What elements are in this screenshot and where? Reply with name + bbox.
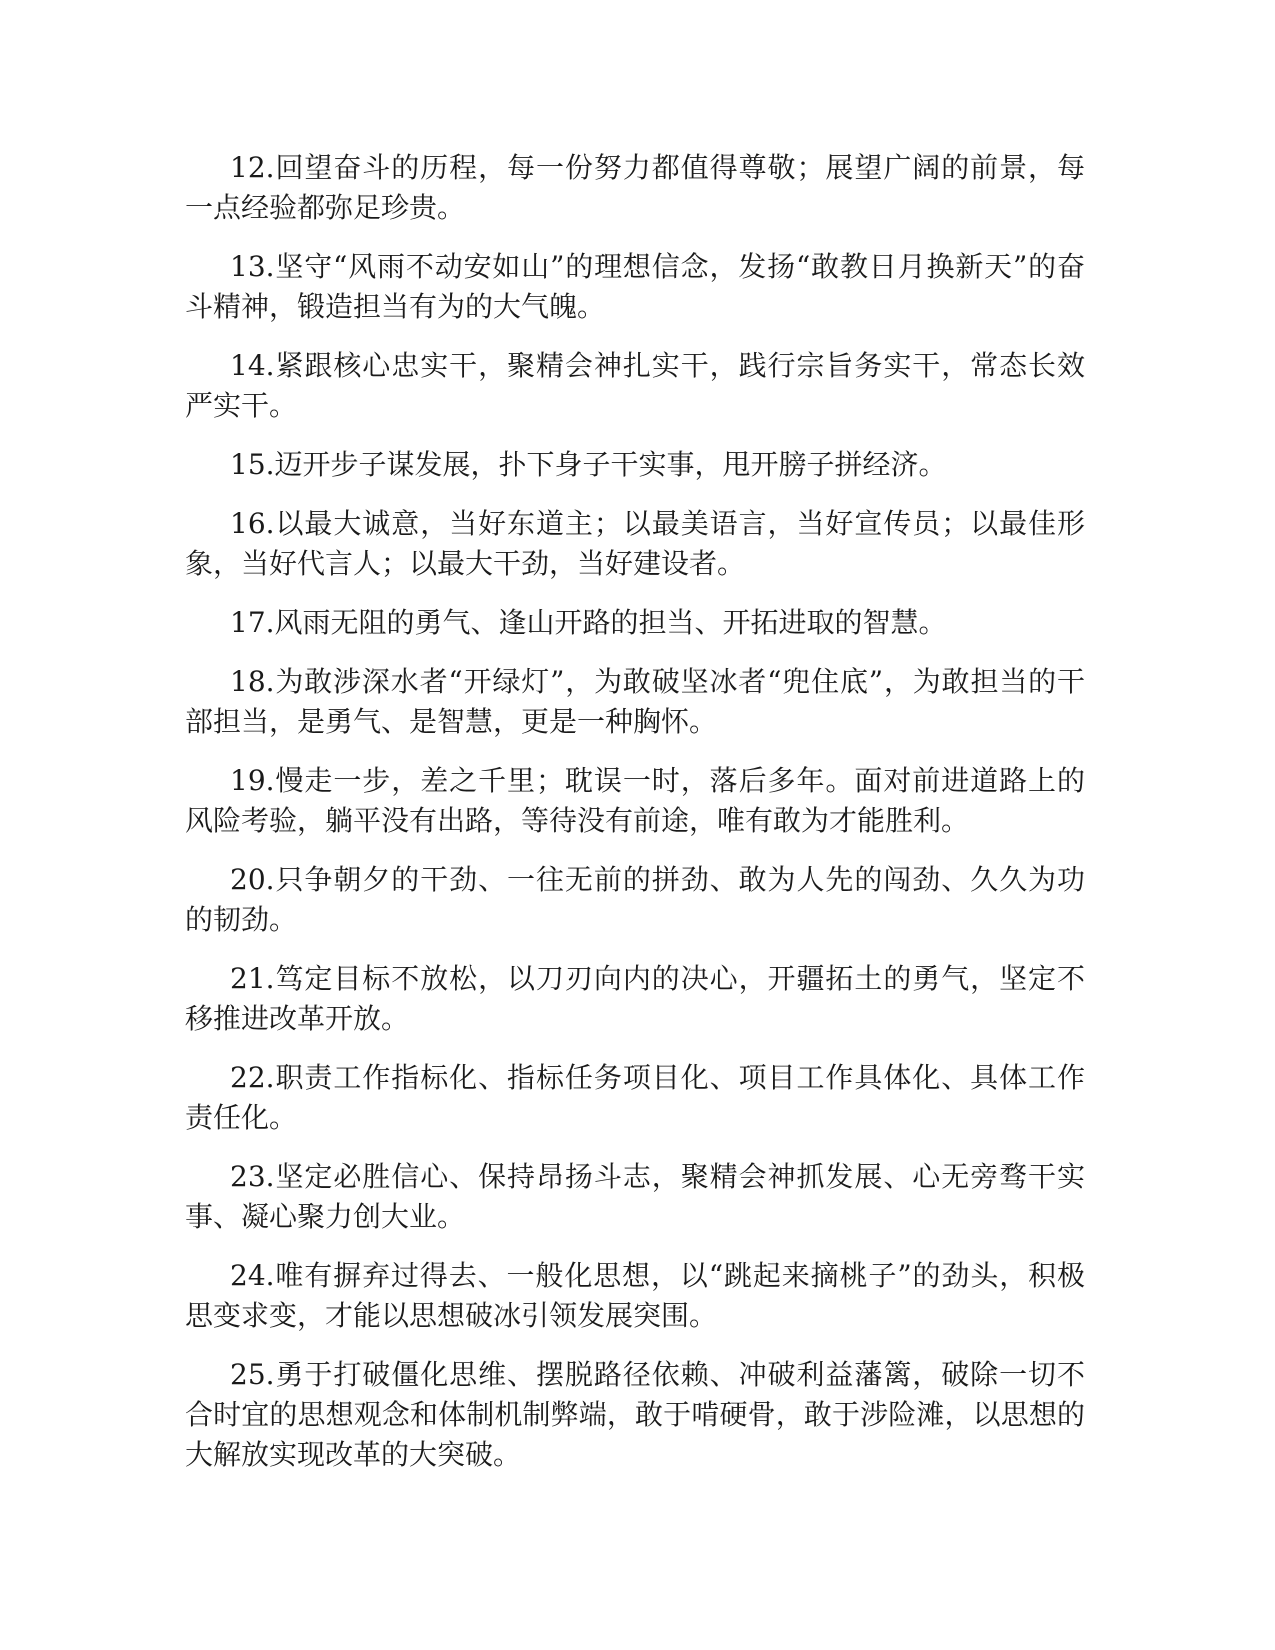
paragraph-19: 19.慢走一步，差之千里；耽误一时，落后多年。面对前进道路上的风险考验，躺平没有出路，等待没有前途，唯有敢为才能胜利。 (185, 764, 1085, 837)
paragraph-23: 23.坚定必胜信心、保持昂扬斗志，聚精会神抓发展、心无旁骛干实事、凝心聚力创大业。 (185, 1160, 1085, 1233)
paragraph-14: 14.紧跟核心忠实干，聚精会神扎实干，践行宗旨务实干，常态长效严实干。 (185, 349, 1085, 422)
paragraph-12: 12.回望奋斗的历程，每一份努力都值得尊敬；展望广阔的前景，每一点经验都弥足珍贵。 (185, 151, 1085, 224)
paragraph-22: 22.职责工作指标化、指标任务项目化、项目工作具体化、具体工作责任化。 (185, 1061, 1085, 1134)
paragraph-17: 17.风雨无阻的勇气、逢山开路的担当、开拓进取的智慧。 (230, 606, 947, 639)
paragraph-15: 15.迈开步子谋发展，扑下身子干实事，甩开膀子拼经济。 (230, 448, 947, 481)
paragraph-18: 18.为敢涉深水者“开绿灯”，为敢破坚冰者“兜住底”，为敢担当的干部担当，是勇气、是智慧，更是一种胸怀。 (185, 665, 1085, 738)
paragraph-25: 25.勇于打破僵化思维、摆脱路径依赖、冲破利益藩篱，破除一切不合时宜的思想观念和体制机制弊端，敢于啃硬骨，敢于涉险滩，以思想的大解放实现改革的大突破。 (185, 1358, 1085, 1471)
paragraph-20: 20.只争朝夕的干劲、一往无前的拼劲、敢为人先的闯劲、久久为功的韧劲。 (185, 863, 1085, 936)
paragraph-16: 16.以最大诚意，当好东道主；以最美语言，当好宣传员；以最佳形象，当好代言人；以最大干劲，当好建设者。 (185, 507, 1085, 580)
paragraph-24: 24.唯有摒弃过得去、一般化思想，以“跳起来摘桃子”的劲头，积极思变求变，才能以思想破冰引领发展突围。 (185, 1259, 1085, 1332)
paragraph-13: 13.坚守“风雨不动安如山”的理想信念，发扬“敢教日月换新天”的奋斗精神，锻造担当有为的大气魄。 (185, 250, 1085, 323)
paragraph-21: 21.笃定目标不放松，以刀刃向内的决心，开疆拓土的勇气，坚定不移推进改革开放。 (185, 962, 1085, 1035)
document-body (185, 148, 1085, 1494)
